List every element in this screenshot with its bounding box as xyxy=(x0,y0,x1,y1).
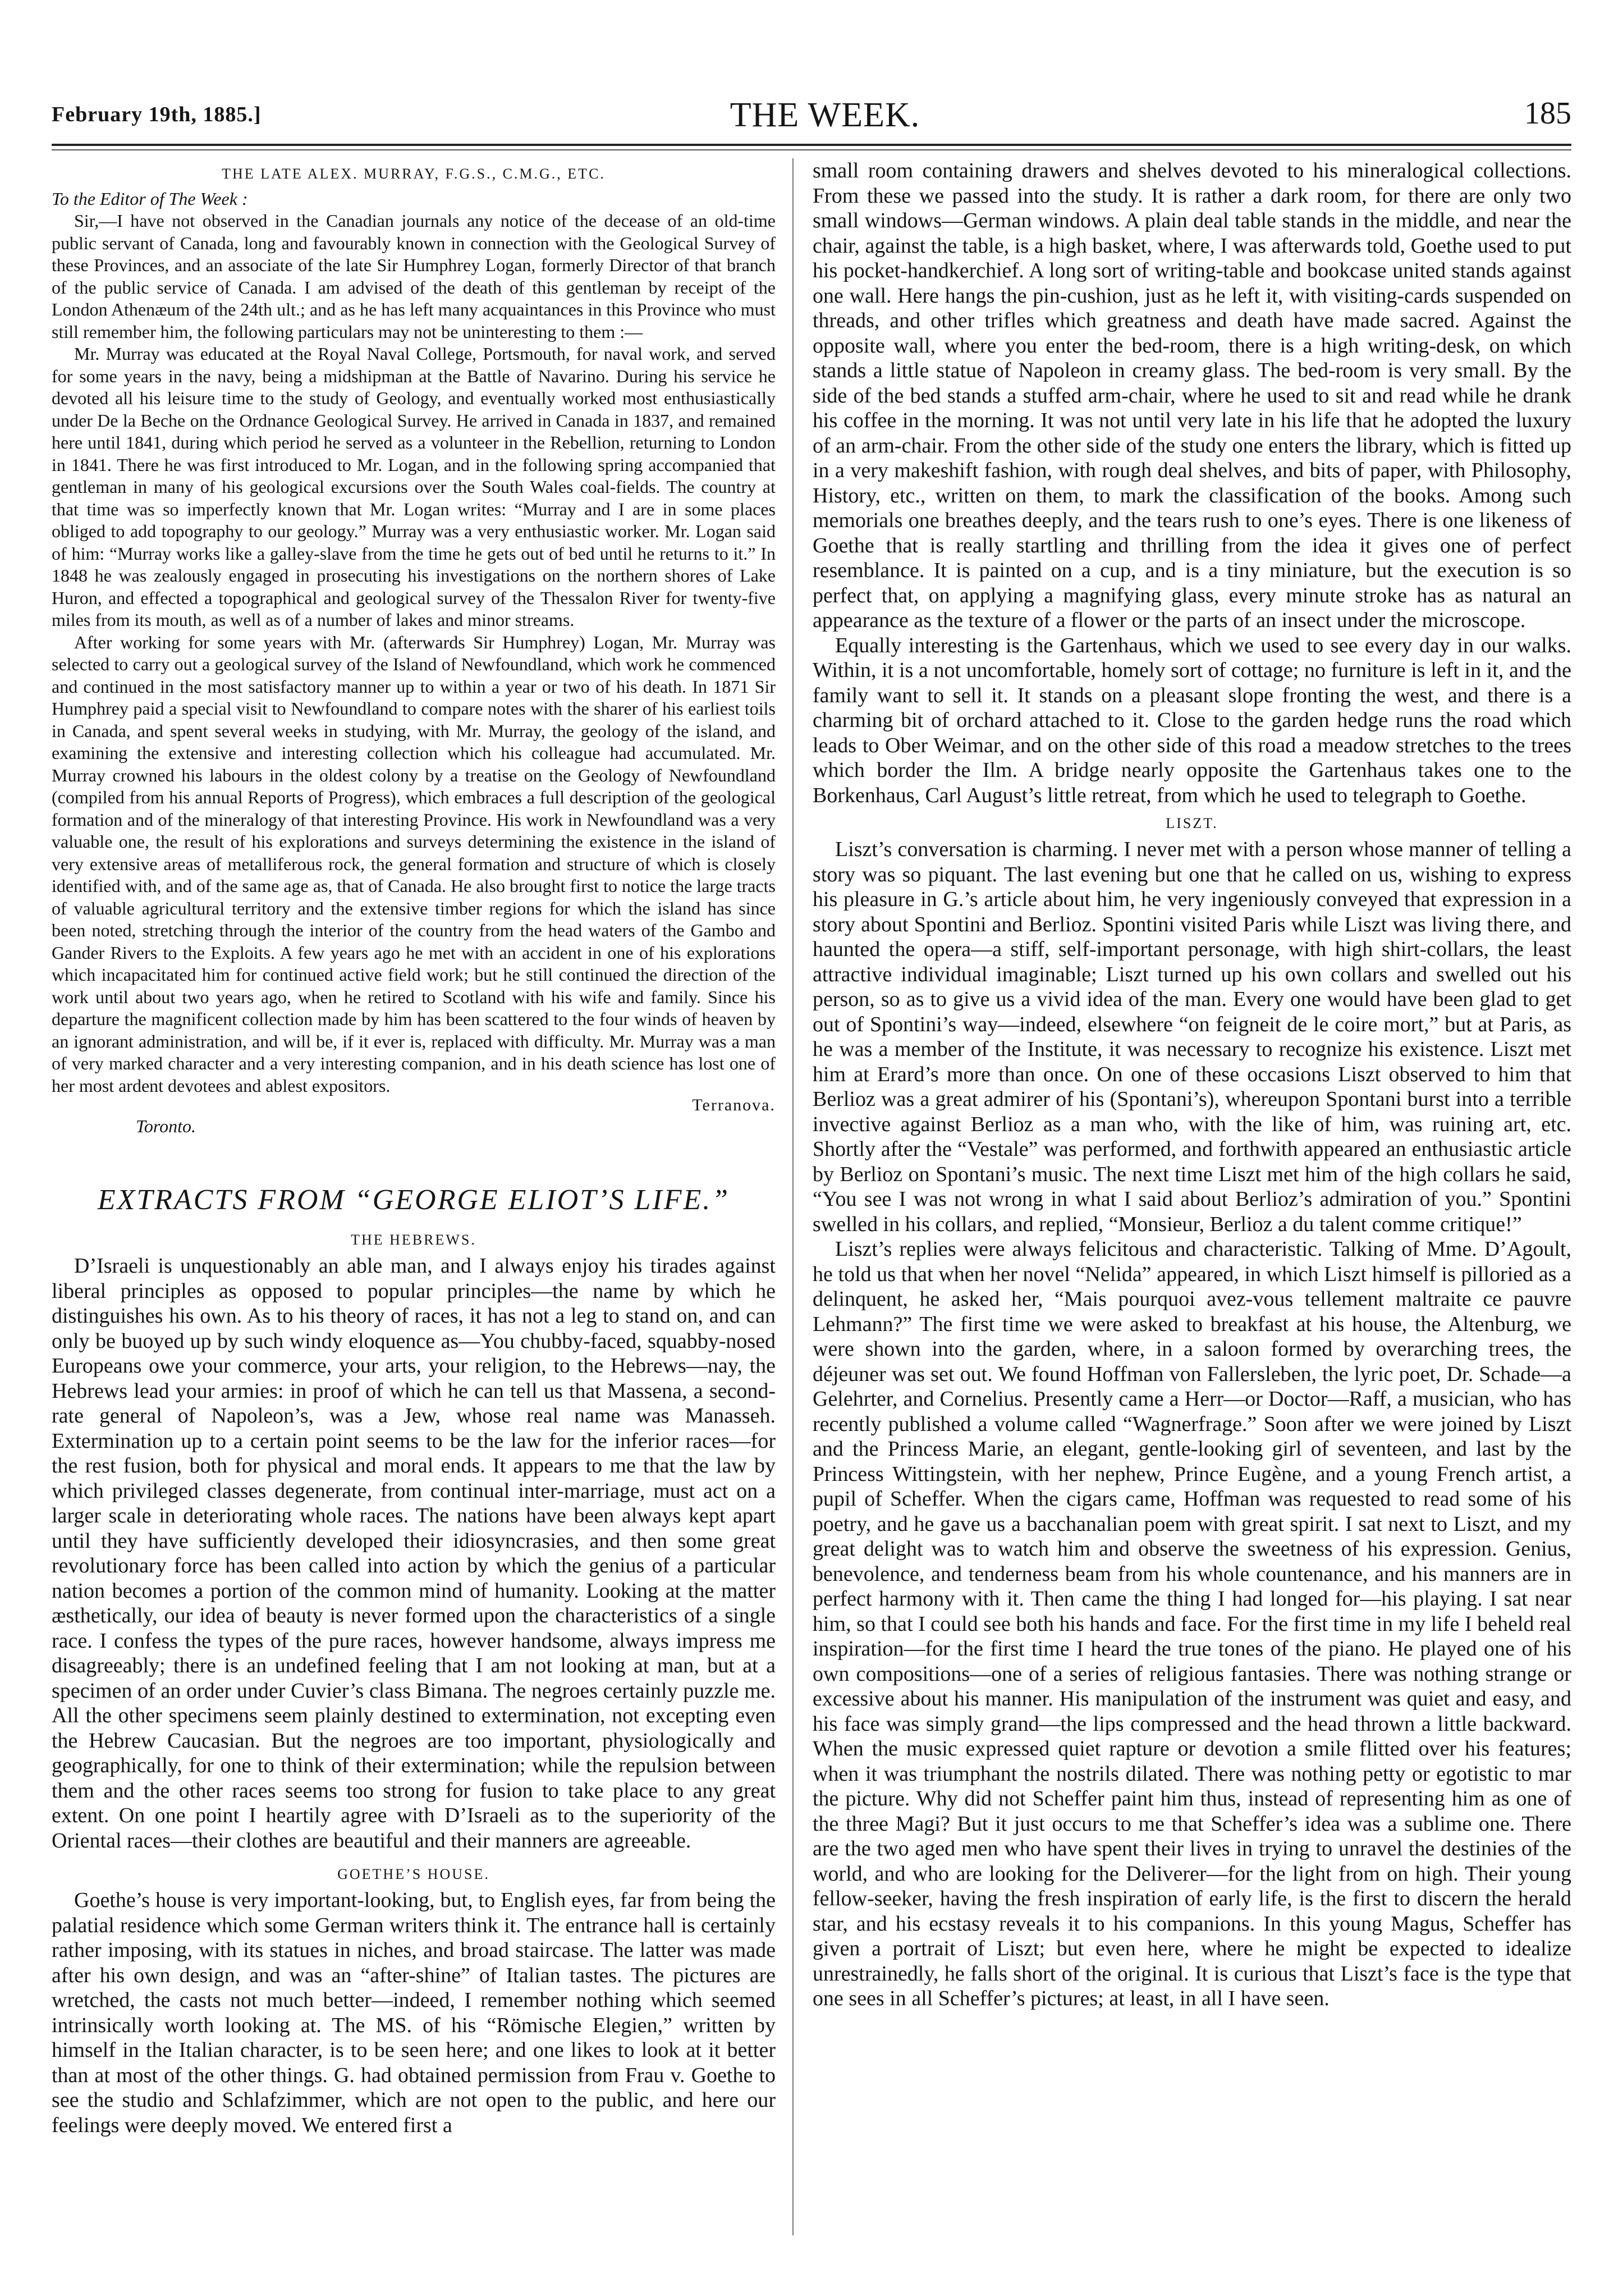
liszt-paragraph: Liszt’s conversation is charming. I never met with a person whose manner of telling a story was so piquant. The last evening but one that he called on us, wishing to express his pleasure in G.’s article about him, he very ingeniously conveyed that expression in a story about Spontini and Berlioz. Spontini visited Paris while Liszt was living there, and haunted the opera—a stiff, self-important personage, with high shirt-collars, the least attractive individual imaginable; Liszt turned up his own collars and swelled out his person, so as to give us a vivid idea of the man. Every one would have been glad to get out of Spontini’s way—indeed, elsewhere “on feigneit de le coire mort,” but at Paris, as he was a member of the Institute, it was necessary to recognize his existence. Liszt met him at Erard’s more than once. On one of these occasions Liszt observed to him that Berlioz was a great admirer of his (Spontani’s), whereupon Spontani burst into a terrible invective against Berlioz as a man who, with the like of him, was ruining art, etc. Shortly after the “Vestale” was performed, and forthwith appeared an enthusiastic article by Berlioz on Spontani’s music. The next time Liszt met him of the high collars he said, “You see I was not wrong in what I said about Berlioz’s admiration of you.” Spontini swelled in his collars, and replied, “Monsieur, Berlioz a du talent comme critique!” xyxy=(813,838,1571,1236)
issue-date: February 19th, 1885.] xyxy=(52,103,262,126)
liszt-heading: LISZT. xyxy=(1166,815,1218,831)
letter-paragraph: Sir,—I have not observed in the Canadian journals any notice of the decease of an old-time public servant of Canada, long and favourably known in connection with the Geological Survey of these Provinces, and an associate of the late Sir Humphrey Logan, formerly Director of that branch of the public service of Canada. I am advised of the death of this gentleman by receipt of the London Athenæum of the 24th ult.; and as he has left many acquaintances in this Province who must still remember him, the following particulars may not be uninteresting to them :— xyxy=(52,211,776,342)
letter-salutation: To the Editor of The Week : xyxy=(52,189,248,209)
left-column xyxy=(52,158,776,2138)
goethe-paragraph-part-2: small room containing drawers and shelves devoted to his mineralogical collections. From these we passed into the study. It is rather a dark room, for there are only two small windows—German windows. A plain deal table stands in the middle, and near the chair, against the table, is a high basket, where, I was afterwards told, Goethe used to put his pocket-handkerchief. A long sort of writing-table and bookcase united stands against one wall. Here hangs the pin-cushion, just as he left it, with visiting-cards suspended on threads, and other trifles which greatness and death have made sacred. Against the opposite wall, where you enter the bed-room, there is a high writing-desk, on which stands a little statue of Napoleon in creamy glass. The bed-room is very small. By the side of the bed stands a stuffed arm-chair, where he used to sit and read while he drank his coffee in the morning. It was not until very late in his life that he adopted the luxury of an arm-chair. From the other side of the study one enters the library, which is fitted up in a very makeshift fashion, with rough deal shelves, and bits of paper, with Philosophy, History, etc., written on them, to mark the classification of the books. Among such memorials one breathes deeply, and the tears rush to one’s eyes. There is one likeness of Goethe that is really startling and thrilling from the idea it gives one of perfect resemblance. It is painted on a cup, and is a tiny miniature, but the execution is so perfect that, on applying a magnifying glass, every minute stroke has as natural an appearance as the texture of a flower or the parts of an insect under the microscope. xyxy=(813,159,1571,632)
hebrews-section xyxy=(52,1230,776,2138)
letter-signature: Terranova. xyxy=(692,1096,776,1114)
letter-paragraph: After working for some years with Mr. (afterwards Sir Humphrey) Logan, Mr. Murray was selected to carry out a geological survey of the Island of Newfoundland, which work he commenced and continued in the most satisfactory manner up to within a year or two of his death. In 1871 Sir Humphrey paid a special visit to Newfoundland to compare notes with the sharer of his earliest toils in Canada, and spent several weeks in studying, with Mr. Murray, the geology of the island, and examining the extensive and interesting collection which his colleague had accumulated. Mr. Murray crowned his labours in the oldest colony by a treatise on the Geology of Newfoundland (compiled from his annual Reports of Progress), which embraces a full description of the geological formation and of the mineralogy of that interesting Province. His work in Newfoundland was a very valuable one, the result of his explorations and surveys determining the existence in the island of very extensive areas of metalliferous rock, the general formation and structure of which is closely identified with, and of the same age as, that of Canada. He also brought first to notice the large tracts of valuable agricultural territory and the extensive timber regions for which the island has since been noted, stretching through the interior of the country from the head waters of the Gambo and Gander Rivers to the Exploits. A few years ago he met with an accident in one of his explorations which incapacitated him for continued active field work; but he still continued the direction of the work until about two years ago, when he retired to Scotland with his wife and family. Since his departure the magnificent collection made by him has been scattered to the four winds of heaven by an ignorant administration, and will be, if it ever is, replaced with difficulty. Mr. Murray was a man of very marked character and a very interesting companion, and in his death science has lost one of her most ardent devotees and ablest expositors. xyxy=(52,632,776,1096)
letter-heading: THE LATE ALEX. MURRAY, F.G.S., C.M.G., ETC. xyxy=(222,166,606,182)
column-divider xyxy=(792,158,794,2235)
masthead-title: THE WEEK. xyxy=(730,96,920,134)
letter-section xyxy=(52,164,776,1137)
extracts-title: EXTRACTS FROM “GEORGE ELIOT’S LIFE.” xyxy=(97,1184,730,1216)
letter-place: Toronto. xyxy=(136,1116,196,1136)
header-rule-thin xyxy=(52,149,1571,150)
goethe-paragraph: Equally interesting is the Gartenhaus, which we used to see every day in our walks. Within, it is a not uncomfortable, homely sort of cottage; no furniture is left in it, and the family want to sell it. It stands on a pleasant slope fronting the west, and there is a charming bit of orchard attached to it. Close to the garden hedge runs the road which leads to Ober Weimar, and on the other side of this road a meadow stretches to the trees which border the Ilm. A bridge nearly opposite the Gartenhaus takes one to the Borkenhaus, Carl August’s little retreat, from which he used to telegraph to Goethe. xyxy=(813,633,1571,807)
letter-paragraph: Mr. Murray was educated at the Royal Naval College, Portsmouth, for naval work, and served for some years in the navy, being a midshipman at the Battle of Navarino. During his service he devoted all his leisure time to the study of Geology, and eventually worked most enthusiastically under De la Beche on the Ordnance Geological Survey. He arrived in Canada in 1837, and remained here until 1841, during which period he served as a volunteer in the Rebellion, returning to London in 1841. There he was first introduced to Mr. Logan, and in the following spring accompanied that gentleman in many of his geological excursions over the South Wales coal-fields. The country at that time was so imperfectly known that Mr. Logan writes: “Murray and I are in some places obliged to add topography to our geology.” Murray was a very enthusiastic worker. Mr. Logan said of him: “Murray works like a galley-slave from the time he gets out of bed until he returns to it.” In 1848 he was zealously engaged in prosecuting his investigations on the northern shores of Lake Huron, and effected a topographical and geological survey of the Thessalon River for twenty-five miles from its mouth, as well as of a number of lakes and minor streams. xyxy=(52,344,776,630)
hebrews-paragraph: D’Israeli is unquestionably an able man, and I always enjoy his tirades against liberal principles as opposed to popular principles—the name by which he distinguishes his own. As to his theory of races, it has not a leg to stand on, and can only be buoyed up by such windy eloquence as—You chubby-faced, squabby-nosed Europeans owe your commerce, your arts, your religion, to the Hebrews—nay, the Hebrews lead your armies: in proof of which he can tell us that Massena, a second-rate general of Napoleon’s, was a Jew, whose real name was Manasseh. Extermination up to a certain point seems to be the law for the inferior races—for the rest fusion, both for physical and moral ends. It appears to me that the law by which privileged classes degenerate, from continual inter-marriage, must act on a larger scale in deteriorating whole races. The nations have been always kept apart until they have sufficiently developed their idiosyncrasies, and then some great revolutionary force has been called into action by which the genius of a particular nation becomes a portion of the common mind of humanity. Looking at the matter æsthetically, our idea of beauty is never formed upon the characteristics of a single race. I confess the types of the pure races, however handsome, always impress me disagreeably; there is an undefined feeling that I am not looking at man, but at a specimen of an order under Cuvier’s class Bimana. The negroes certainly puzzle me. All the other specimens seem plainly destined to extermination, not excepting even the Hebrew Caucasian. But the negroes are too important, physiologically and geographically, for one to think of their extermination; while the repulsion between them and the other races seems too strong for fusion to take place to any great extent. On one point I heartily agree with D’Israeli as to the superiority of the Oriental races—their clothes are beautiful and their manners are agreeable. xyxy=(52,1254,776,1853)
right-column xyxy=(813,158,1571,2011)
header-rule xyxy=(52,144,1571,146)
hebrews-heading: THE HEBREWS. xyxy=(351,1232,476,1248)
liszt-paragraph: Liszt’s replies were always felicitous and characteristic. Talking of Mme. D’Agoult, he told us that when her novel “Nelida” appeared, in which Liszt himself is pilloried as a delinquent, he asked her, “Mais pourquoi avez-vous tellement maltraite ce pauvre Lehmann?” The first time we were asked to breakfast at his house, the Altenburg, we were shown into the garden, where, in a saloon formed by overarching trees, the déjeuner was set out. We found Hoffman von Fallersleben, the lyric poet, Dr. Schade—a Gelehrter, and Cornelius. Presently came a Herr—or Doctor—Raff, a musician, who has recently published a volume called “Wagnerfrage.” Soon after we were joined by Liszt and the Princess Marie, an elegant, gentle-looking girl of seventeen, and last by the Princess Wittingstein, with her nephew, Prince Eugène, and a young French artist, a pupil of Scheffer. When the cigars came, Hoffman was requested to read some of his poetry, and he gave us a bacchanalian poem with great spirit. I sat next to Liszt, and my great delight was to watch him and observe the sweetness of his expression. Genius, benevolence, and tenderness beam from his whole countenance, and his manners are in perfect harmony with it. Then came the thing I had longed for—his playing. I sat near him, so that I could see both his hands and face. For the first time in my life I beheld real inspiration—for the first time I heard the true tones of the piano. He played one of his own compositions—one of a series of religious fantasies. There was nothing strange or excessive about his manner. His manipulation of the instrument was quiet and easy, and his face was simply grand—the lips compressed and the head thrown a little backward. When the music expressed quiet rapture or devotion a smile flitted over his features; when it was triumphant the nostrils dilated. There was nothing petty or egotistic to mar the picture. Why did not Scheffer paint him thus, instead of representing him as one of the three Magi? But it just occurs to me that Scheffer’s idea was a sublime one. There are the two aged men who have spent their lives in trying to unravel the destinies of the world, and who are looking for the Deliverer—for the light from on high. Their young fellow-seeker, having the fresh inspiration of early life, is the first to discern the herald star, and his ecstasy reveals it to his companions. In this young Magus, Scheffer has given a portrait of Liszt; but even here, where he might be expected to idealize unrestrainedly, he falls short of the original. It is curious that Liszt’s face is the type that one sees in all Scheffer’s pictures; at least, in all I have seen. xyxy=(813,1237,1571,2010)
goethe-paragraph-part-1: Goethe’s house is very important-looking, but, to English eyes, far from being the palatial residence which some German writers think it. The entrance hall is certainly rather imposing, with its statues in niches, and broad staircase. The latter was made after his own design, and was an “after-shine” of Italian tastes. The pictures are wretched, the casts not much better—indeed, I remember nothing which seemed intrinsically worth looking at. The MS. of his “Römische Elegien,” written by himself in the Italian character, is to be seen here; and one likes to look at it better than at most of the other things. G. had obtained permission from Frau v. Goethe to see the studio and Schlafzimmer, which are not open to the public, and here our feelings were deeply moved. We entered first a xyxy=(52,1888,776,2137)
goethe-heading: GOETHE’S HOUSE. xyxy=(337,1866,490,1882)
page-number: 185 xyxy=(1524,96,1571,131)
